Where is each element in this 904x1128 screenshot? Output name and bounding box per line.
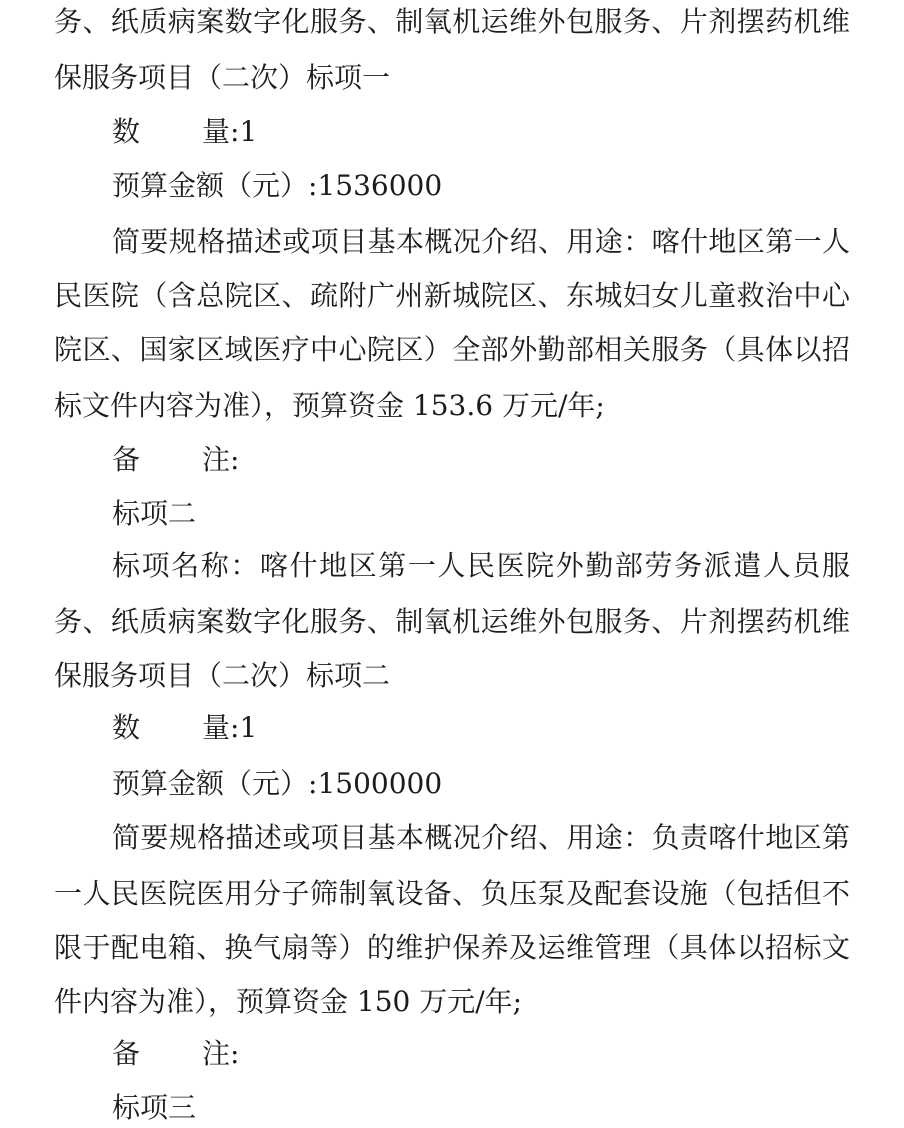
- quantity-label-a: 数: [112, 711, 141, 744]
- lot1-description-line-2: 民医院（含总院区、疏附广州新城院区、东城妇女儿童救治中心: [54, 279, 850, 312]
- lot2-quantity: [112, 708, 257, 748]
- budget-value: 1500000: [317, 767, 443, 800]
- lot2-heading: 标项二: [112, 497, 197, 530]
- lot2-description-line-4: 件内容为准），预算资金 150 万元/年;: [54, 985, 523, 1018]
- lot1-description-line-3: 院区、国家区域医疗中心院区）全部外勤部相关服务（具体以招: [54, 333, 850, 366]
- remark-label-b: 注:: [202, 443, 240, 476]
- lot2-name-line-1: 标项名称：喀什地区第一人民医院外勤部劳务派遣人员服: [112, 549, 850, 582]
- lot1-remark: [112, 440, 239, 480]
- budget-label: 预算金额（元）:: [112, 169, 318, 202]
- quantity-label-a: 数: [112, 115, 141, 148]
- lot2-budget: [112, 764, 442, 804]
- lot1-description-line-4: 标文件内容为准），预算资金 153.6 万元/年;: [54, 389, 605, 422]
- remark-label-a: 备: [112, 443, 141, 476]
- lot1-description-line-1: 简要规格描述或项目基本概况介绍、用途：喀什地区第一人: [112, 225, 850, 258]
- quantity-value: 1: [239, 711, 258, 744]
- lot1-quantity: [112, 112, 257, 152]
- lot1-title-line-2: 保服务项目（二次）标项一: [54, 61, 391, 94]
- budget-label: 预算金额（元）:: [112, 767, 318, 800]
- lot1-title-line-1: 务、纸质病案数字化服务、制氧机运维外包服务、片剂摆药机维: [54, 5, 850, 38]
- quantity-label-b: 量:: [202, 711, 240, 744]
- lot2-name-line-3: 保服务项目（二次）标项二: [54, 659, 391, 692]
- lot1-budget: [112, 166, 442, 206]
- remark-label-b: 注:: [202, 1037, 240, 1070]
- lot2-remark: [112, 1034, 239, 1074]
- remark-label-a: 备: [112, 1037, 141, 1070]
- lot2-name-line-2: 务、纸质病案数字化服务、制氧机运维外包服务、片剂摆药机维: [54, 605, 850, 638]
- lot2-description-line-1: 简要规格描述或项目基本概况介绍、用途：负责喀什地区第: [112, 821, 850, 854]
- quantity-value: 1: [239, 115, 258, 148]
- lot2-description-line-3: 限于配电箱、换气扇等）的维护保养及运维管理（具体以招标文: [54, 931, 850, 964]
- budget-value: 1536000: [317, 169, 443, 202]
- quantity-label-b: 量:: [202, 115, 240, 148]
- lot2-description-line-2: 一人民医院医用分子筛制氧设备、负压泵及配套设施（包括但不: [54, 877, 850, 910]
- lot3-heading: 标项三: [112, 1091, 197, 1124]
